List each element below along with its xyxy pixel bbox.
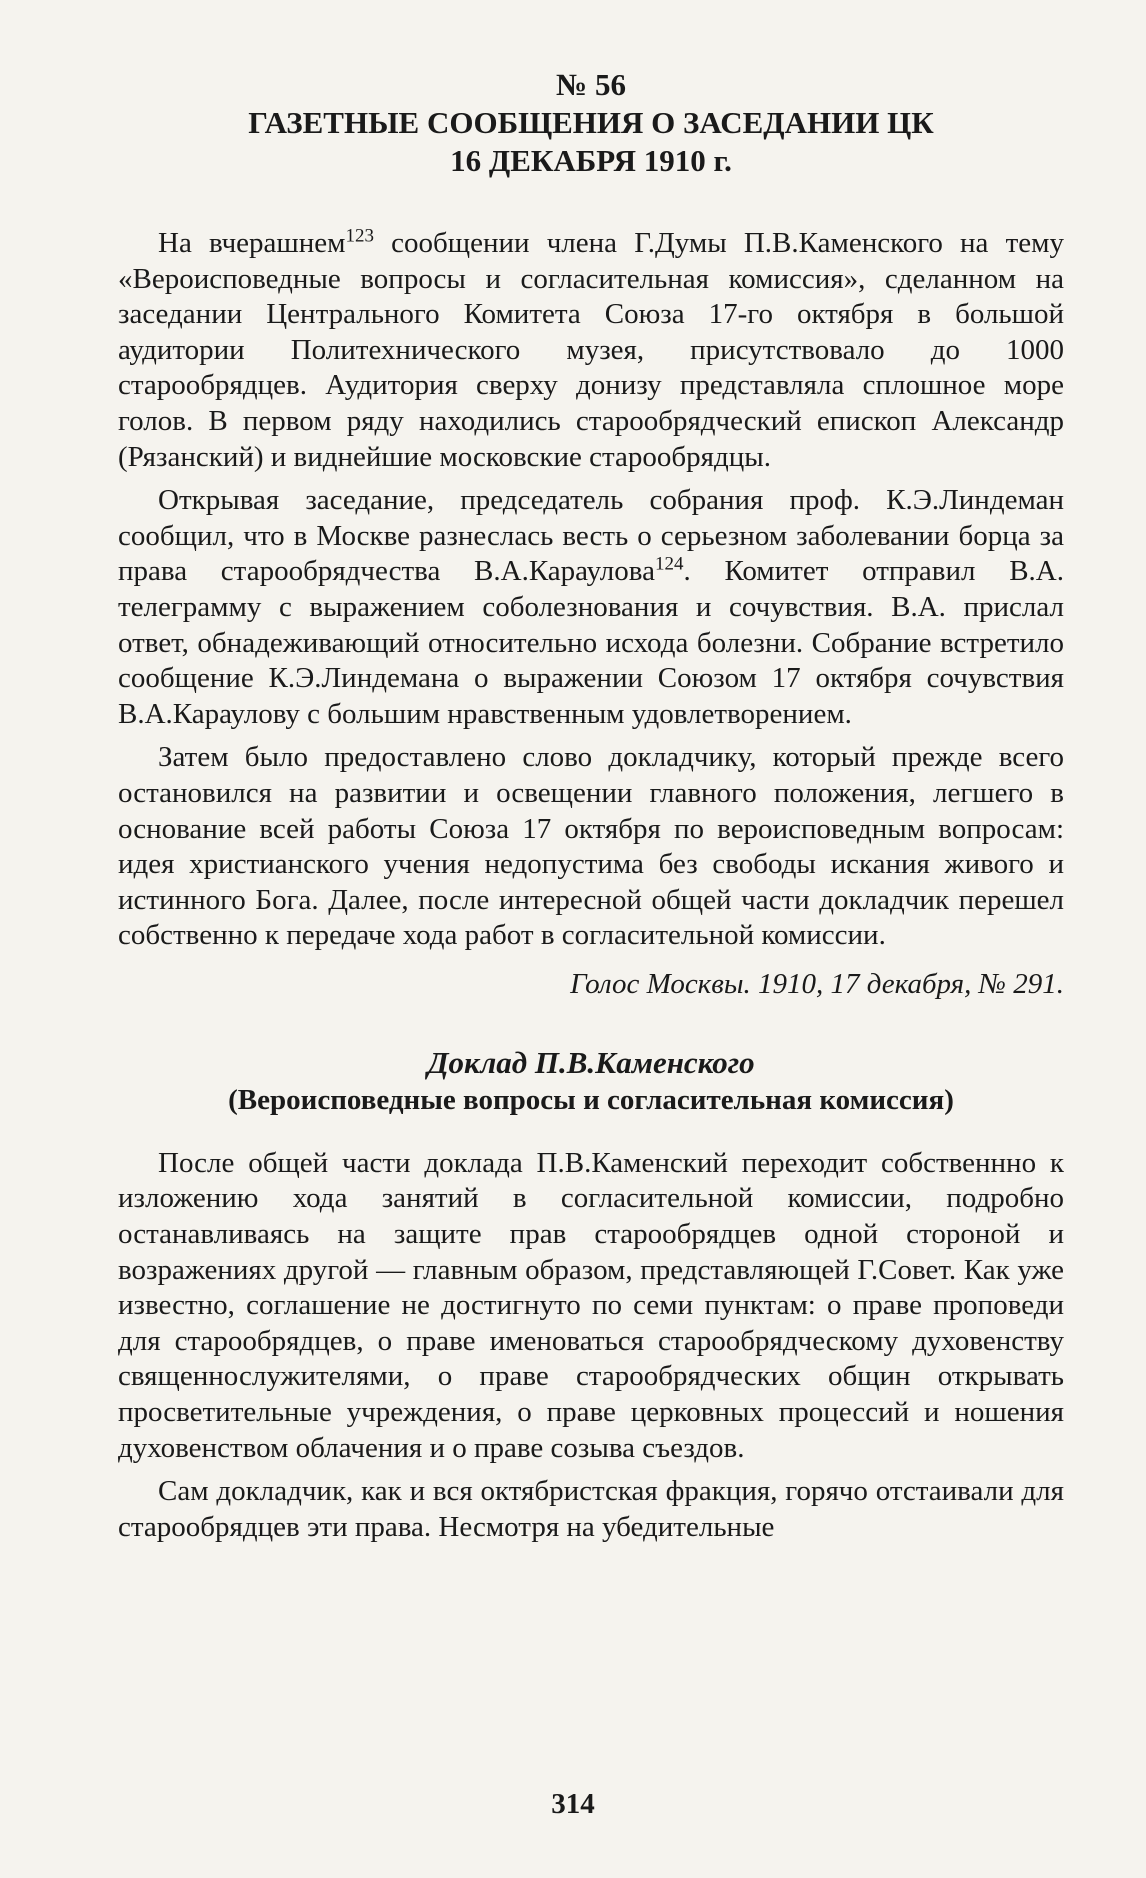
- page-number: 314: [551, 1788, 595, 1820]
- document-number: № 56: [556, 67, 626, 102]
- paragraph-3: Затем было предоставлено слово докладчику, который прежде всего остановился на развитии и освещении главного положения, легшего в основание всей работы Союза 17 октября по вероисповедным вопросам: идея христианского учения недопустима без свободы искания живого и истинного Бога. Далее, после интересной общей части докладчик перешел собственно к передаче хода работ в согласительной комиссии.: [118, 741, 1064, 952]
- section-title: Доклад П.В.Каменского: [427, 1044, 755, 1080]
- section-subtitle: (Вероисповедные вопросы и согласительная комиссия): [228, 1083, 954, 1116]
- section-paragraph-2: Сам докладчик, как и вся октябристская фракция, горячо отстаивали для старообрядцев эти права. Несмотря на убедительные: [118, 1475, 1064, 1543]
- paragraph-2: [118, 483, 1064, 732]
- footnote-ref-124: 124: [654, 553, 684, 575]
- paragraph-1: [118, 226, 1064, 475]
- paragraph-1-rest: сообщении члена Г.Думы П.В.Каменского на тему «Вероисповедные вопросы и согласительная комиссия», сделанном на заседании Центрального Комитета Союза 17-го октября в большой аудитории Политехнического музея, присутствовало до 1000 старообрядцев. Аудитория сверху донизу представляла сплошное море голов. В первом ряду находились старообрядческий епископ Александр (Рязанский) и виднейшие московские старообрядцы.: [118, 227, 1064, 473]
- section-paragraph-1: После общей части доклада П.В.Каменский переходит собственнно к изложению хода занятий в согласительной комиссии, подробно останавливаясь на защите прав старообрядцев одной стороной и возражениях другой — главным образом, представляющей Г.Совет. Как уже известно, соглашение не достигнуто по семи пунктам: о праве проповеди для старообрядцев, о праве именоваться старообрядческому духовенству священнослужителями, о праве старообрядческих общин открывать просветительные учреждения, о праве церковных процессий и ношения духовенством облачения и о праве созыва съездов.: [118, 1146, 1064, 1464]
- page-content: [118, 66, 1064, 1553]
- document-header: [118, 66, 1064, 180]
- paragraph-2-rest: . Комитет отправил В.А. телеграмму с выражением соболезнования и сочувствия. В.А. прислал ответ, обнадеживающий относительно исхода болезни. Собрание встретило сообщение К.Э.Линдемана о выражении Союзом 17 октября сочувствия В.А.Караулову с большим нравственным удовлетворением.: [118, 555, 1064, 730]
- document-title-line-2: 16 ДЕКАБРЯ 1910 г.: [450, 143, 732, 178]
- document-title-line-1: ГАЗЕТНЫЕ СООБЩЕНИЯ О ЗАСЕДАНИИ ЦК: [248, 105, 934, 140]
- source-citation: Голос Москвы. 1910, 17 декабря, № 291.: [570, 967, 1064, 1000]
- paragraph-1-start: На вчерашнем: [158, 227, 346, 259]
- paragraph-2-start: Открывая заседание, председатель собрания проф. К.Э.Линдеман сообщил, что в Москве разнеслась весть о серьезном заболевании борца за права старообрядчества В.А.Караулова: [118, 484, 1064, 588]
- footnote-ref-123: 123: [345, 225, 374, 247]
